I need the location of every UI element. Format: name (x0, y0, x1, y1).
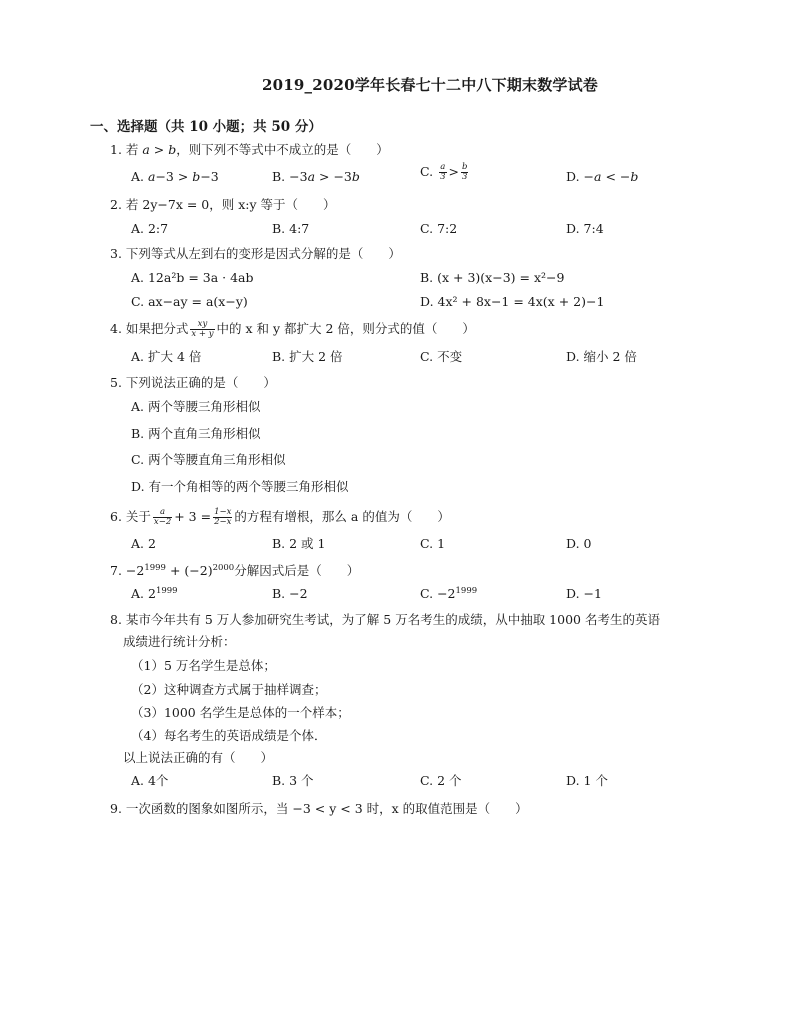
q2-option-d[interactable]: D. 7:4 (566, 221, 604, 236)
q5-option-a[interactable]: A. 两个等腰三角形相似 (131, 399, 261, 414)
q2-option-a[interactable]: A. 2:7 (131, 221, 169, 236)
q8-statement-4: （4）每名考生的英语成绩是个体． (131, 728, 327, 743)
q5-option-b[interactable]: B. 两个直角三角形相似 (131, 426, 261, 441)
q5-option-c[interactable]: C. 两个等腰直角三角形相似 (131, 452, 286, 467)
question-1-stem: 1. 若 a > b，则下列不等式中不成立的是（ ） (110, 142, 389, 157)
q1-stem-suffix: ，则下列不等式中不成立的是（ ） (176, 142, 389, 157)
q2-option-b[interactable]: B. 4:7 (272, 221, 310, 236)
q6-option-b[interactable]: B. 2 或 1 (272, 536, 326, 551)
question-8-stem-line2: 成绩进行统计分析： (123, 634, 236, 649)
q7-option-b[interactable]: B. −2 (272, 586, 308, 601)
question-4-stem: 4. 如果把分式 $\frac{xy}{x + y}$ 中的 x 和 y 都扩大 2 倍，则分式的值（ ） (110, 319, 475, 339)
q8-option-c[interactable]: C. 2 个 (420, 773, 462, 788)
q4-option-d[interactable]: D. 缩小 2 倍 (566, 349, 637, 364)
q5-option-d[interactable]: D. 有一个角相等的两个等腰三角形相似 (131, 479, 349, 494)
page-title: 2019_2020学年长春七十二中八下期末数学试卷 (262, 76, 598, 94)
q8-statement-2: （2）这种调查方式属于抽样调查； (131, 682, 327, 697)
question-8-stem-line1: 8. 某市今年共有 5 万人参加研究生考试，为了解 5 万名考生的成绩，从中抽取 1000 名考生的英语 (110, 612, 660, 627)
q8-option-b[interactable]: B. 3 个 (272, 773, 314, 788)
q7-option-c[interactable]: C. $-2^{1999}$ (420, 586, 478, 601)
q1-option-c[interactable]: C. $\frac{a}{3}$ > $\frac{b}{3}$ (420, 162, 468, 182)
q3-option-b[interactable]: B. (x + 3)(x−3) = x²−9 (420, 270, 565, 285)
question-7-stem: 7. $-2^{1999} + (-2)^{2000}$分解因式后是（ ） (110, 563, 360, 578)
q4-option-c[interactable]: C. 不变 (420, 349, 463, 364)
q7-option-a[interactable]: A. $2^{1999}$ (131, 586, 178, 601)
question-8-prompt: 以上说法正确的有（ ） (123, 750, 274, 765)
q6-option-a[interactable]: A. 2 (131, 536, 156, 551)
q4-option-a[interactable]: A. 扩大 4 倍 (131, 349, 202, 364)
q1-option-b[interactable]: B. −3a > −3b (272, 169, 360, 184)
question-9-stem: 9. 一次函数的图象如图所示，当 −3 < y < 3 时，x 的取值范围是（ ） (110, 801, 528, 816)
q3-option-a[interactable]: A. 12a²b = 3a · 4ab (131, 270, 254, 285)
q4-option-b[interactable]: B. 扩大 2 倍 (272, 349, 343, 364)
q6-option-c[interactable]: C. 1 (420, 536, 446, 551)
question-3-stem: 3. 下列等式从左到右的变形是因式分解的是（ ） (110, 246, 401, 261)
q2-option-c[interactable]: C. 7:2 (420, 221, 458, 236)
question-2-stem: 2. 若 2y−7x = 0，则 x:y 等于（ ） (110, 197, 336, 212)
q8-option-a[interactable]: A. 4个 (131, 773, 169, 788)
q3-option-c[interactable]: C. ax−ay = a(x−y) (131, 294, 248, 309)
q1-stem-prefix: 1. 若 (110, 142, 143, 157)
question-6-stem: 6. 关于 $\frac{a}{x-2}$ + 3 = $\frac{1-x}{2-x}$ 的方程有增根，那么 a 的值为（ ） (110, 507, 450, 527)
q6-option-d[interactable]: D. 0 (566, 536, 592, 551)
q1-condition: a (142, 142, 150, 157)
q8-statement-3: （3）1000 名学生是总体的一个样本； (131, 705, 350, 720)
q8-statement-1: （1）5 万名学生是总体； (131, 658, 276, 673)
q4-fraction: $\frac{xy}{x + y}$ (191, 319, 214, 339)
question-5-stem: 5. 下列说法正确的是（ ） (110, 375, 276, 390)
q1-option-d[interactable]: D. −a < −b (566, 169, 639, 184)
section-heading: 一、选择题（共 10 小题；共 50 分） (90, 119, 322, 135)
q8-option-d[interactable]: D. 1 个 (566, 773, 608, 788)
q1-option-a[interactable]: A. a−3 > b−3 (131, 169, 219, 184)
q3-option-d[interactable]: D. 4x² + 8x−1 = 4x(x + 2)−1 (420, 294, 605, 309)
q7-option-d[interactable]: D. −1 (566, 586, 602, 601)
